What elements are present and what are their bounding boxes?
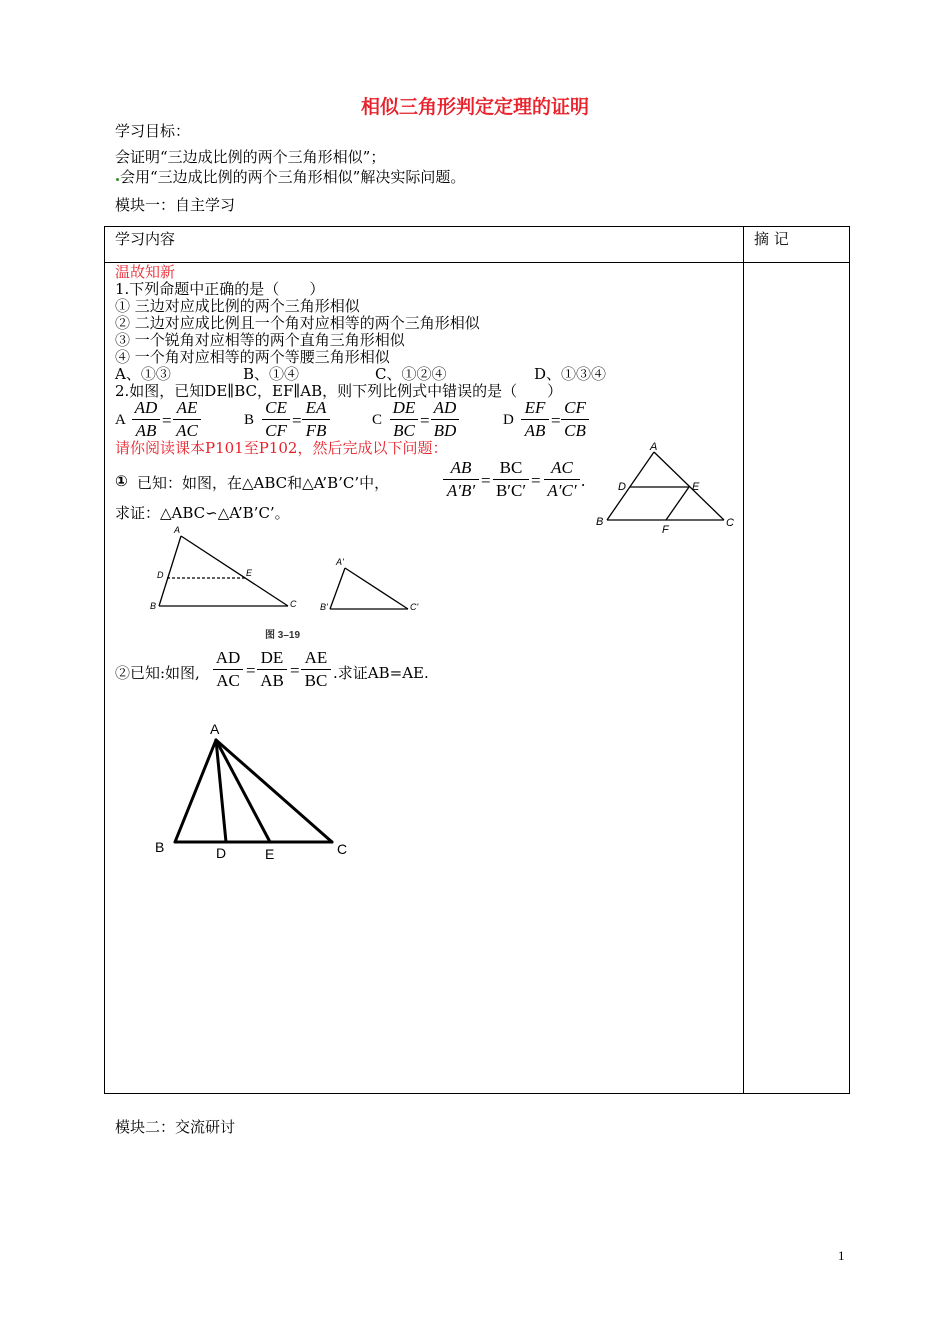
label-e: E — [246, 568, 253, 578]
label-b: B — [596, 516, 604, 528]
numerator: DE — [392, 398, 416, 417]
denominator: BD — [433, 421, 457, 440]
problem-1-number: ① — [115, 472, 128, 490]
q2-a-fraction-1 — [132, 398, 160, 441]
page-number: 1 — [838, 1248, 845, 1263]
denominator: A′C′ — [547, 481, 577, 500]
p1-fraction-1 — [443, 458, 479, 501]
numerator: BC — [499, 458, 523, 477]
denominator: BC — [304, 671, 328, 690]
goal-1: 会证明“三边成比例的两个三角形相似”； — [115, 148, 386, 166]
label-d: D — [618, 481, 626, 493]
numerator: AB — [450, 458, 472, 477]
label-e: E — [692, 481, 700, 493]
numerator: EA — [305, 398, 327, 417]
numerator: DE — [260, 648, 284, 667]
denominator: AB — [135, 421, 157, 440]
numerator: AD — [134, 398, 158, 417]
label-b: B — [150, 601, 157, 611]
p2-fraction-1 — [213, 648, 243, 691]
problem-1-given: 已知：如图，在△ABC和△A’B’C’中， — [137, 474, 390, 492]
label-c: C — [290, 599, 297, 609]
label-c: C — [337, 841, 348, 857]
table-column-divider — [743, 226, 744, 1094]
p2-fraction-2 — [257, 648, 287, 691]
denominator: CB — [564, 421, 586, 440]
goal-2-text: 会用“三边成比例的两个三角形相似”解决实际问题。 — [120, 168, 466, 186]
numerator: AE — [304, 648, 328, 667]
q2-c-fraction-1 — [390, 398, 418, 441]
equals-sign: = — [162, 411, 172, 430]
goal-2 — [115, 166, 465, 187]
problem-2-prefix: ②已知:如图, — [115, 664, 200, 682]
denominator: AC — [176, 421, 198, 440]
problem-1-prove: 求证：△ABC∽△A’B’C’。 — [115, 504, 290, 522]
label-a-prime: A' — [336, 557, 344, 567]
equals-sign: = — [246, 661, 256, 680]
goals-label: 学习目标： — [115, 122, 191, 140]
numerator: CE — [265, 398, 287, 417]
q2-option-a-label: A — [115, 412, 126, 428]
denominator: AB — [524, 421, 546, 440]
denominator: CF — [265, 421, 287, 440]
q1-stem: 1.下列命题中正确的是（ ） — [115, 280, 325, 298]
q1-statement-3: ③ 一个锐角对应相等的两个直角三角形相似 — [115, 331, 405, 349]
label-c: C — [726, 517, 734, 529]
q1-statement-4: ④ 一个角对应相等的两个等腰三角形相似 — [115, 348, 390, 366]
q2-option-c-label: C — [372, 412, 383, 428]
equals-sign: = — [481, 471, 491, 490]
equals-sign: = — [420, 411, 430, 430]
equals-sign: = — [290, 661, 300, 680]
col-header-notes: 摘 记 — [754, 230, 789, 248]
q2-b-fraction-1 — [262, 398, 290, 441]
p1-fraction-3 — [544, 458, 580, 501]
q1-option-a: A、①③ — [115, 365, 171, 383]
numerator: EF — [524, 398, 546, 417]
triangle-de-ef-figure — [592, 440, 740, 536]
figure-caption: 图 3–19 — [265, 630, 301, 641]
read-prompt: 请你阅读课本P101至P102，然后完成以下问题： — [115, 439, 448, 457]
label-c-prime: C' — [410, 602, 419, 612]
denominator: AB — [260, 671, 284, 690]
q2-b-fraction-2 — [302, 398, 330, 441]
p2-fraction-3 — [301, 648, 331, 691]
table-header-divider — [104, 262, 850, 263]
denominator: A′B′ — [446, 481, 476, 500]
denominator: FB — [305, 421, 327, 440]
q1-option-c: C、①②④ — [375, 365, 447, 383]
period: . — [581, 471, 586, 490]
label-a: A — [650, 441, 658, 453]
q1-option-b: B、①④ — [243, 365, 300, 383]
label-f: F — [662, 524, 669, 536]
numerator: AC — [551, 458, 573, 477]
review-heading: 温故知新 — [115, 263, 176, 281]
numerator: AD — [215, 648, 241, 667]
q2-d-fraction-1 — [521, 398, 549, 441]
q2-option-b-label: B — [244, 412, 255, 428]
col-header-content: 学习内容 — [115, 230, 176, 248]
bullet-dot — [116, 178, 119, 181]
numerator: AD — [433, 398, 457, 417]
problem-2-suffix: .求证AB=AE. — [333, 664, 429, 682]
label-b-prime: B' — [320, 602, 328, 612]
q2-d-fraction-2 — [561, 398, 589, 441]
q2-stem: 2.如图，已知DE∥BC，EF∥AB，则下列比例式中错误的是（ ） — [115, 382, 563, 400]
equals-sign: = — [551, 411, 561, 430]
figure-3-19 — [145, 522, 435, 646]
q1-statement-2: ② 二边对应成比例且一个角对应相等的两个三角形相似 — [115, 314, 480, 332]
equals-sign: = — [531, 471, 541, 490]
denominator: B′C′ — [495, 481, 527, 500]
label-a: A — [210, 721, 220, 737]
triangle-abc-figure — [150, 712, 360, 862]
denominator: AC — [216, 671, 240, 690]
label-e: E — [265, 846, 275, 862]
q2-a-fraction-2 — [173, 398, 201, 441]
label-d: D — [216, 845, 227, 861]
denominator: BC — [393, 421, 415, 440]
label-a: A — [174, 525, 181, 535]
equals-sign: = — [292, 411, 302, 430]
page-title: 相似三角形判定定理的证明 — [360, 96, 589, 118]
q2-option-d-label: D — [503, 412, 514, 428]
q1-option-d: D、①③④ — [534, 365, 607, 383]
numerator: CF — [564, 398, 586, 417]
label-d: D — [157, 570, 164, 580]
module-2-heading: 模块二：交流研讨 — [115, 1118, 236, 1136]
q2-c-fraction-2 — [431, 398, 459, 441]
numerator: AE — [176, 398, 198, 417]
label-b: B — [155, 839, 165, 855]
q1-statement-1: ① 三边对应成比例的两个三角形相似 — [115, 297, 360, 315]
module-1-heading: 模块一：自主学习 — [115, 196, 236, 214]
p1-fraction-2 — [493, 458, 529, 501]
